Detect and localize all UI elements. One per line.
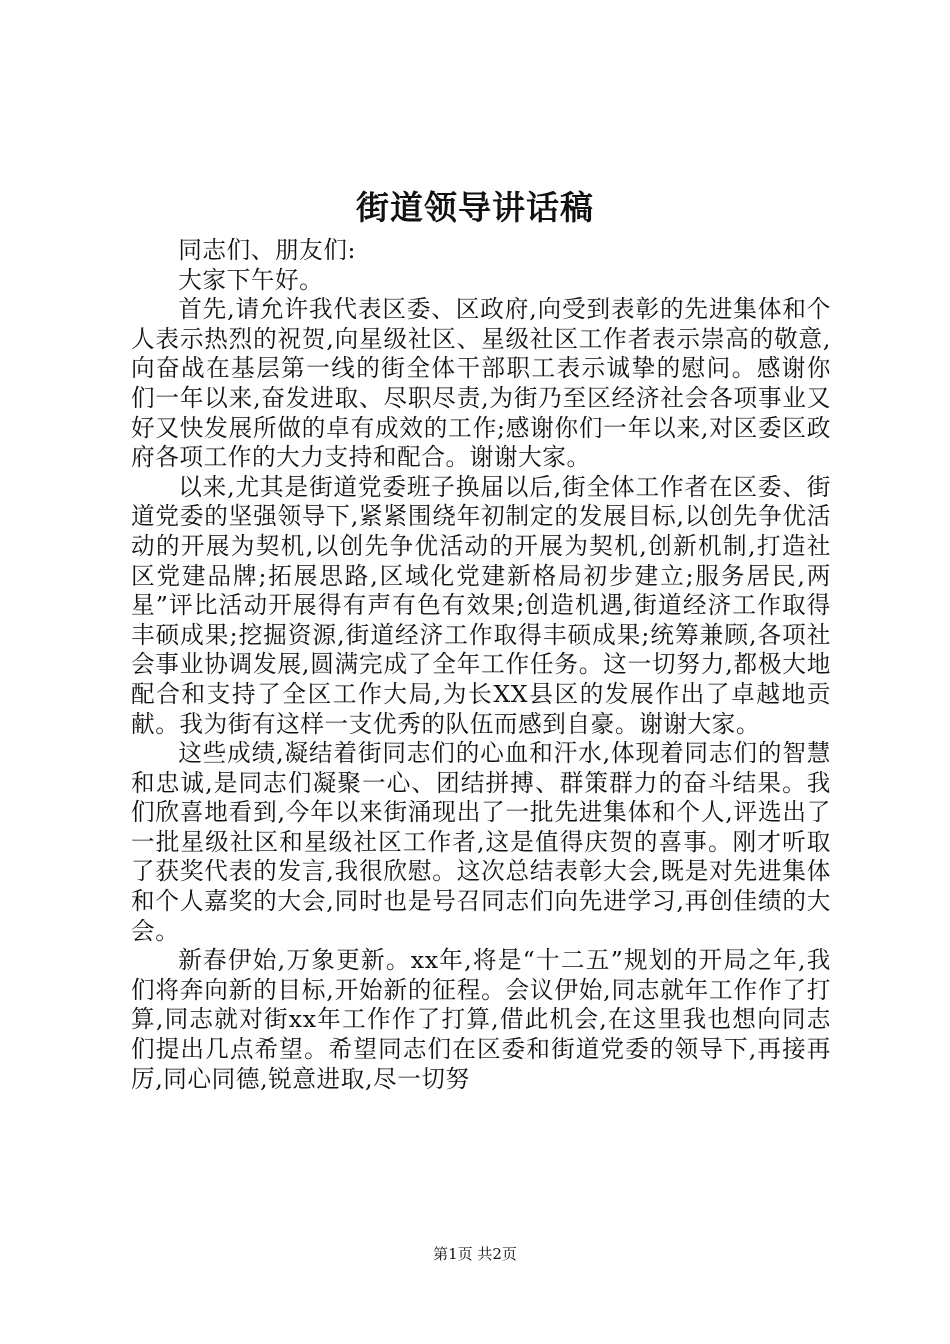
document-title: 街道领导讲话稿 — [356, 188, 594, 227]
paragraph: 新春伊始,万象更新。xx年,将是“十二五”规划的开局之年,我们将奔向新的目标,开始新的征程。会议伊始,同志就年工作作了打算,同志就对街xx年工作作了打算,借此机会,在这里我也想向同志们提出几点希望。希望同志们在区委和街道党委的领导下,再接再厉,同心同德,锐意进取,尽一切努 — [131, 946, 831, 1093]
page-number-footer: 第1页 共2页 — [433, 1245, 517, 1263]
paragraph: 这些成绩,凝结着街同志们的心血和汗水,体现着同志们的智慧和忠诚,是同志们凝聚一心、团结拼搏、群策群力的奋斗结果。我们欣喜地看到,今年以来街涌现出了一批先进集体和个人,评选出了一批星级社区和星级社区工作者,这是值得庆贺的喜事。刚才听取了获奖代表的发言,我很欣慰。这次总结表彰大会,既是对先进集体和个人嘉奖的大会,同时也是号召同志们向先进学习,再创佳绩的大会。 — [131, 739, 831, 945]
paragraph: 以来,尤其是街道党委班子换届以后,街全体工作者在区委、街道党委的坚强领导下,紧紧围绕年初制定的发展目标,以创先争优活动的开展为契机,以创先争优活动的开展为契机,创新机制,打造社区党建品牌;拓展思路,区域化党建新格局初步建立;服务居民,两星”评比活动开展得有声有色有效果;创造机遇,街道经济工作取得丰硕成果;挖掘资源,街道经济工作取得丰硕成果;统筹兼顾,各项社会事业协调发展,圆满完成了全年工作任务。这一切努力,都极大地配合和支持了全区工作大局,为长XX县区的发展作出了卓越地贡献。我为街有这样一支优秀的队伍而感到自豪。谢谢大家。 — [131, 472, 831, 738]
paragraph: 首先,请允许我代表区委、区政府,向受到表彰的先进集体和个人表示热烈的祝贺,向星级社区、星级社区工作者表示崇高的敬意,向奋战在基层第一线的街全体干部职工表示诚挚的慰问。感谢你们一年以来,奋发进取、尽职尽责,为街乃至区经济社会各项事业又好又快发展所做的卓有成效的工作;感谢你们一年以来,对区委区政府各项工作的大力支持和配合。谢谢大家。 — [131, 295, 831, 472]
salutation: 同志们、朋友们: — [178, 236, 357, 264]
greeting: 大家下午好。 — [178, 265, 324, 294]
document-body — [131, 236, 831, 1094]
